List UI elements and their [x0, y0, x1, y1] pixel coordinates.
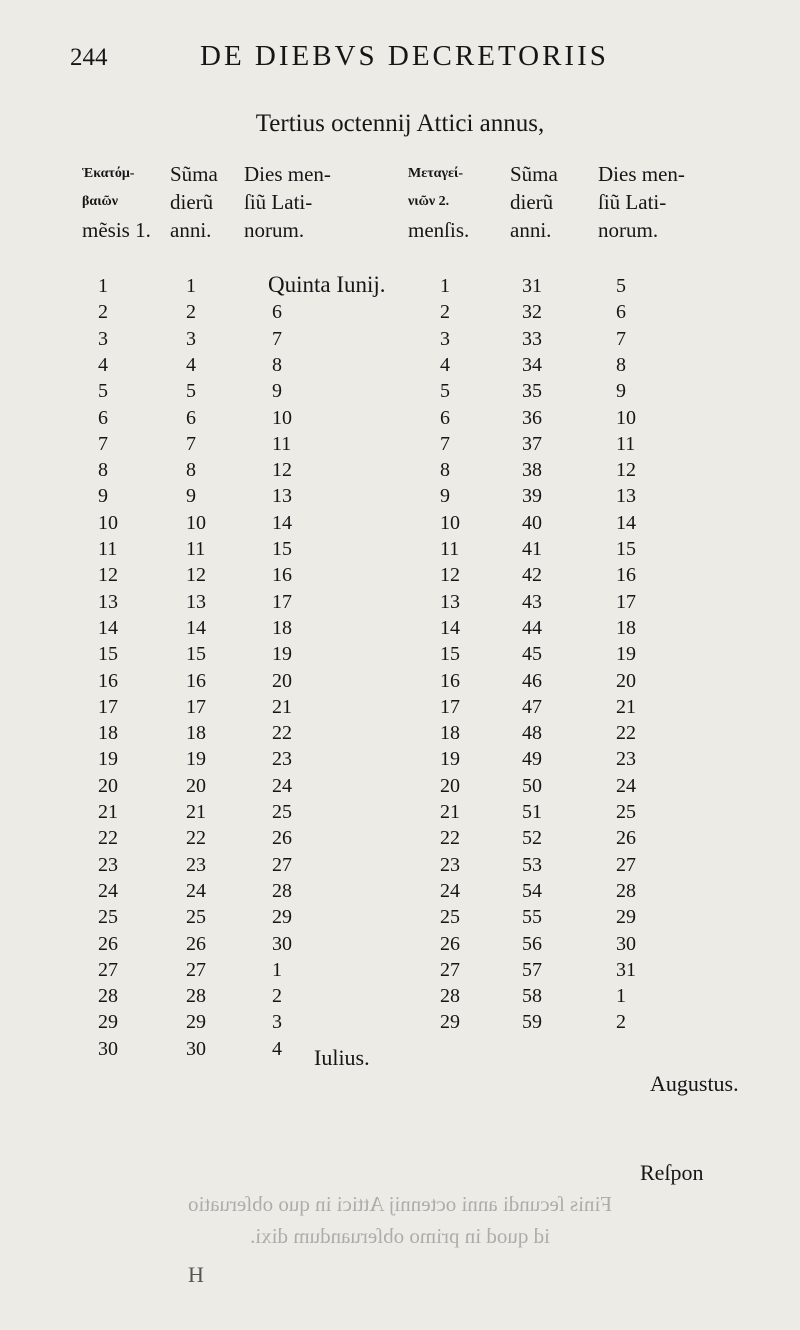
table-cell: 16 [272, 564, 292, 587]
table-cell: 29 [616, 906, 636, 929]
table-cell: 43 [522, 590, 542, 613]
table-cell: 35 [522, 380, 542, 403]
table-cell: 23 [186, 853, 206, 876]
table-cell: 13 [272, 485, 292, 508]
table-cell: 21 [616, 695, 636, 718]
table-cell: 28 [272, 879, 292, 902]
table-cell: 14 [272, 511, 292, 534]
table-cell: 59 [522, 1011, 542, 1034]
table-cell: 12 [186, 564, 206, 587]
table-cell: 17 [272, 590, 292, 613]
table-cell: 19 [272, 643, 292, 666]
table-cell: 41 [522, 538, 542, 560]
table-cell: 15 [272, 538, 292, 560]
table-cell: 57 [522, 958, 542, 981]
table-cell: 9 [272, 380, 282, 403]
table-cell: 18 [272, 616, 292, 639]
table-cell: 39 [522, 485, 542, 508]
table-cell: 45 [522, 643, 542, 666]
table-cell: 22 [616, 722, 636, 745]
header-line: Ἑκατόμ- [82, 166, 135, 181]
table-cell: 7 [616, 327, 626, 350]
table-cell: 27 [186, 958, 206, 981]
table-cell: 9 [186, 485, 196, 508]
table-cell: 8 [272, 353, 282, 376]
table-cell: 2 [440, 301, 450, 324]
table-cell: 3 [186, 327, 196, 350]
table-cell: 26 [272, 827, 292, 850]
table-cell: 14 [98, 616, 118, 639]
table-cell: 9 [616, 380, 626, 403]
table-cell: 19 [616, 643, 636, 666]
table-cell: 46 [522, 669, 542, 692]
table-cell: 53 [522, 853, 542, 876]
table-cell: 30 [98, 1037, 118, 1060]
table-cell: 2 [272, 985, 282, 1008]
table-cell: 49 [522, 748, 542, 771]
table-cell: 19 [186, 748, 206, 771]
table-cell: 15 [440, 643, 460, 666]
table-cell: 2 [186, 301, 196, 324]
running-head: DE DIEBVS DECRETORIIS [200, 40, 609, 72]
header-line: Dies men- [244, 162, 331, 186]
table-cell: 14 [186, 616, 206, 639]
table-cell: 47 [522, 695, 542, 718]
table-cell: 27 [272, 853, 292, 876]
header-line: βαιῶν [82, 194, 119, 209]
table-cell: 18 [186, 722, 206, 745]
table-cell: 5 [440, 380, 450, 403]
header-line: Sũma [170, 162, 218, 186]
header-line: ſiũ Lati- [598, 190, 667, 214]
table-cell: 51 [522, 801, 542, 823]
table-cell: 28 [98, 985, 118, 1008]
table-cell: 8 [98, 459, 108, 482]
table-cell: 14 [616, 511, 636, 534]
table-cell: 12 [616, 459, 636, 482]
table-cell: 26 [98, 932, 118, 955]
table-cell: 20 [186, 774, 206, 797]
bleed-through-line: id quod in primo obſeruandum dixi. [250, 1224, 550, 1248]
table-cell: 7 [186, 432, 196, 455]
table-cell: 7 [98, 432, 108, 455]
table-cell: 24 [98, 879, 118, 902]
table-cell: 54 [522, 879, 542, 902]
table-cell: 22 [440, 827, 460, 850]
table-cell: 4 [186, 353, 196, 376]
table-cell: 6 [440, 406, 450, 429]
table-cell: 24 [440, 879, 460, 902]
table-cell: 17 [186, 695, 206, 718]
table-cell: 1 [186, 275, 196, 297]
table-cell: 1 [272, 958, 282, 981]
table-cell: 29 [186, 1011, 206, 1034]
table-cell: 17 [616, 590, 636, 613]
table-cell: 23 [616, 748, 636, 771]
header-right-athenian-month [408, 160, 469, 244]
table-cell: 22 [98, 827, 118, 850]
table-cell: 56 [522, 932, 542, 955]
header-line: mẽsis 1. [82, 218, 151, 242]
header-line: norum. [598, 218, 659, 242]
header-line: menſis. [408, 218, 470, 242]
table-cell: 44 [522, 616, 542, 639]
table-cell: 1 [616, 985, 626, 1008]
table-cell: 31 [616, 958, 636, 981]
table-cell: 21 [272, 695, 292, 718]
table-cell: 24 [186, 879, 206, 902]
table-cell: 5 [186, 380, 196, 403]
table-cell: 4 [98, 353, 108, 376]
header-line: ſiũ Lati- [244, 190, 313, 214]
table-cell: 58 [522, 985, 542, 1008]
table-cell: 22 [186, 827, 206, 850]
table-cell: 21 [440, 801, 460, 823]
table-cell: 12 [440, 564, 460, 587]
table-cell: 23 [98, 853, 118, 876]
table-subtitle: Tertius octennij Attici annus, [255, 110, 545, 137]
table-cell: 18 [616, 616, 636, 639]
table-cell: 15 [616, 538, 636, 560]
table-cell: 6 [616, 301, 626, 324]
table-cell: 6 [98, 406, 108, 429]
table-cell: 25 [186, 906, 206, 929]
table-cell: 19 [98, 748, 118, 771]
table-cell: 20 [98, 774, 118, 797]
table-cell: 18 [440, 722, 460, 745]
table-cell: 29 [272, 906, 292, 929]
table-cell: 30 [616, 932, 636, 955]
page-number: 244 [70, 44, 108, 71]
table-cell: 7 [440, 432, 450, 455]
table-cell: 7 [272, 327, 282, 350]
table-cell: 48 [522, 722, 542, 745]
header-line: dierũ [170, 190, 214, 214]
header-left-latin-days [244, 160, 331, 244]
table-cell: 10 [98, 511, 118, 534]
table-cell: 20 [616, 669, 636, 692]
table-cell: 28 [186, 985, 206, 1008]
table-cell: 10 [272, 406, 292, 429]
table-cell: 12 [98, 564, 118, 587]
header-line: νιῶν 2. [408, 194, 450, 209]
table-cell: 11 [440, 538, 460, 560]
table-cell: 10 [440, 511, 460, 534]
note-iulius: Iulius. [314, 1045, 370, 1070]
table-cell: 13 [440, 590, 460, 613]
header-line: Μεταγεί- [408, 166, 463, 181]
table-cell: 22 [272, 722, 292, 745]
header-line: Dies men- [598, 162, 685, 186]
table-cell: 50 [522, 774, 542, 797]
table-cell: 25 [272, 801, 292, 823]
table-cell: 38 [522, 459, 542, 482]
table-cell: 8 [616, 353, 626, 376]
table-cell: 21 [98, 801, 118, 823]
table-cell: 40 [522, 511, 542, 534]
header-line: Sũma [510, 162, 558, 186]
table-cell: 8 [186, 459, 196, 482]
table-cell: 28 [440, 985, 460, 1008]
header-line: dierũ [510, 190, 554, 214]
table-cell: 29 [98, 1011, 118, 1034]
table-cell: 32 [522, 301, 542, 324]
table-cell: 26 [186, 932, 206, 955]
table-cell: 20 [440, 774, 460, 797]
table-cell: 27 [616, 853, 636, 876]
table-cell: 1 [98, 275, 108, 297]
table-cell: 25 [98, 906, 118, 929]
table-cell: 3 [98, 327, 108, 350]
table-cell: 42 [522, 564, 542, 587]
table-cell: 37 [522, 432, 542, 455]
table-cell: 52 [522, 827, 542, 850]
table-cell: 9 [440, 485, 450, 508]
table-cell: 10 [616, 406, 636, 429]
table-cell: 12 [272, 459, 292, 482]
table-cell: 5 [616, 275, 626, 297]
table-cell: 16 [440, 669, 460, 692]
table-cell: 55 [522, 906, 542, 929]
table-cell: 6 [186, 406, 196, 429]
table-cell: 16 [186, 669, 206, 692]
table-cell: 13 [186, 590, 206, 613]
table-cell: 23 [440, 853, 460, 876]
table-cell: 1 [440, 275, 450, 297]
bleed-through-line: Finis ſecundi anni octennij Attici in quo obſeruatio [187, 1192, 613, 1216]
table-cell: 28 [616, 879, 636, 902]
signature-mark: H [188, 1262, 204, 1287]
table-cell: 3 [440, 327, 450, 350]
header-left-athenian-month [82, 160, 151, 244]
header-right-sum-days [510, 160, 558, 244]
table-cell: 11 [98, 538, 118, 560]
table-cell: 11 [186, 538, 206, 560]
table-cell: 33 [522, 327, 542, 350]
table-cell: 15 [98, 643, 118, 666]
table-cell: 17 [98, 695, 118, 718]
table-cell: 31 [522, 275, 542, 297]
table-cell: 17 [440, 695, 460, 718]
table-cell: 26 [616, 827, 636, 850]
table-cell: 25 [440, 906, 460, 929]
table-cell: 16 [616, 564, 636, 587]
table-cell: 13 [98, 590, 118, 613]
table-cell: 30 [186, 1037, 206, 1060]
table-cell: 19 [440, 748, 460, 771]
table-cell: 11 [272, 432, 292, 455]
table-cell: 34 [522, 353, 542, 376]
table-cell: 26 [440, 932, 460, 955]
header-line: anni. [170, 218, 212, 242]
table-cell: 18 [98, 722, 118, 745]
table-cell: 15 [186, 643, 206, 666]
table-cell: 5 [98, 380, 108, 403]
table-cell: 36 [522, 406, 542, 429]
note-augustus: Augustus. [650, 1071, 739, 1096]
table-cell: 2 [616, 1011, 626, 1034]
table-cell: 6 [272, 301, 282, 324]
table-cell: 20 [272, 669, 292, 692]
table-cell: 27 [98, 958, 118, 981]
table-cell: 3 [272, 1011, 282, 1034]
table-cell: 27 [440, 958, 460, 981]
table-cell: 24 [272, 774, 292, 797]
table-cell: 2 [98, 301, 108, 324]
header-left-sum-days [170, 160, 218, 244]
table-cell: 25 [616, 801, 636, 823]
table-cell: 9 [98, 485, 108, 508]
note-quinta-iunij: Quinta Iunij. [268, 272, 386, 297]
table-cell: 13 [616, 485, 636, 508]
table-cell: 21 [186, 801, 206, 823]
table-cell: 10 [186, 511, 206, 534]
header-line: anni. [510, 218, 552, 242]
catchword: Reſpon [640, 1160, 704, 1185]
table-cell: 30 [272, 932, 292, 955]
header-line: norum. [244, 218, 305, 242]
table-cell: 16 [98, 669, 118, 692]
table-cell: 24 [616, 774, 636, 797]
table-cell: 4 [440, 353, 450, 376]
table-cell: 4 [272, 1037, 282, 1060]
table-cell: 14 [440, 616, 460, 639]
table-cell: 29 [440, 1011, 460, 1034]
table-cell: 11 [616, 432, 636, 455]
table-cell: 23 [272, 748, 292, 771]
table-cell: 8 [440, 459, 450, 482]
header-right-latin-days [598, 160, 685, 244]
